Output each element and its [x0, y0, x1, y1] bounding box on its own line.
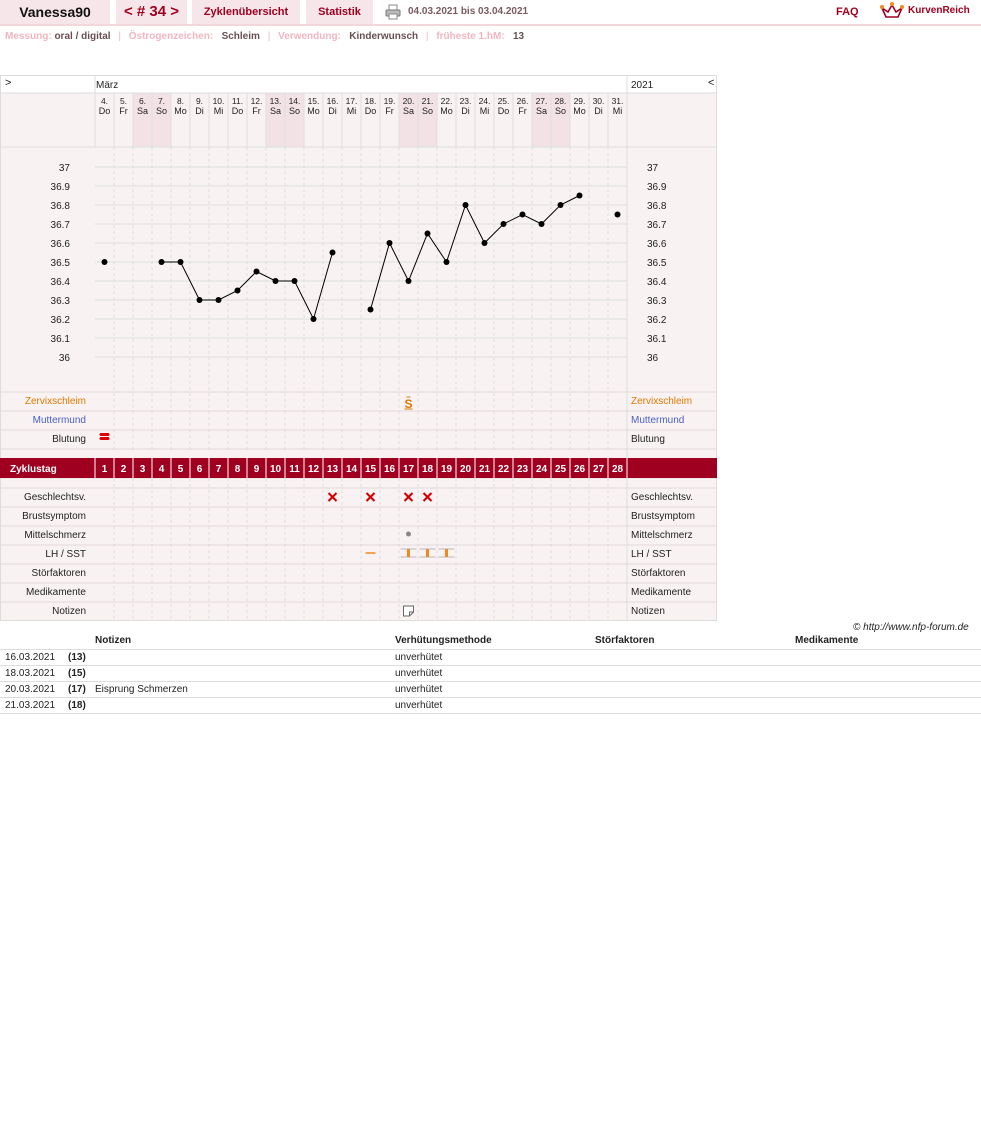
cycle-day-number: 14: [345, 464, 358, 475]
y-tick-right: 37: [647, 163, 659, 174]
day-date-label: 27.: [535, 96, 548, 106]
row-label-right-medication: Medikamente: [631, 587, 692, 598]
cycle-day-band: [0, 458, 717, 478]
measurement-value: oral / digital: [54, 31, 111, 42]
y-tick-left: 36.6: [50, 239, 70, 250]
table-row: [0, 698, 981, 714]
row-date: 18.03.2021: [5, 668, 56, 679]
cycle-day-number: 16: [383, 464, 396, 475]
cycle-day-label: Zyklustag: [10, 464, 57, 475]
y-tick-left: 36.3: [50, 296, 70, 307]
row-method: unverhütet: [395, 684, 443, 695]
logo-text: KurvenReich: [908, 5, 970, 16]
row-label-right-lh: LH / SST: [631, 549, 672, 560]
weekday-label: Sa: [136, 106, 149, 116]
cycle-day-number: 5: [177, 464, 184, 475]
row-day: (13): [68, 652, 86, 663]
temperature-point: [330, 250, 336, 256]
cycle-day-number: 22: [497, 464, 510, 475]
faq-link[interactable]: FAQ: [836, 6, 859, 18]
usage-value: Kinderwunsch: [349, 31, 419, 42]
row-day: (18): [68, 700, 86, 711]
day-date-label: 12.: [250, 96, 263, 106]
cycle-day-number: 13: [326, 464, 339, 475]
day-date-label: 19.: [383, 96, 396, 106]
day-date-label: 6.: [138, 96, 147, 106]
temperature-point: [159, 259, 165, 265]
y-tick-left: 36.2: [50, 315, 70, 326]
cycle-day-number: 8: [234, 464, 241, 475]
temperature-point: [520, 212, 526, 218]
day-date-label: 4.: [100, 96, 109, 106]
temperature-point: [558, 202, 564, 208]
row-label-right-breast: Brustsymptom: [631, 511, 695, 522]
usage-label: Verwendung:: [278, 31, 341, 42]
weekday-label: So: [421, 106, 434, 116]
row-label-right-midpain: Mittelschmerz: [631, 530, 693, 541]
weekday-label: Di: [328, 106, 337, 116]
y-tick-left: 36: [58, 353, 70, 364]
cycle-day-number: 23: [516, 464, 529, 475]
day-date-label: 22.: [440, 96, 453, 106]
cycle-day-number: 2: [120, 464, 127, 475]
weekday-label: So: [288, 106, 301, 116]
cycle-day-number: 11: [289, 464, 300, 475]
y-tick-right: 36.5: [647, 258, 667, 269]
y-tick-right: 36.7: [647, 220, 667, 231]
day-date-label: 13.: [269, 96, 282, 106]
weekday-label: Sa: [535, 106, 548, 116]
day-date-label: 5.: [119, 96, 128, 106]
y-tick-right: 36: [647, 353, 659, 364]
year-label: 2021: [631, 80, 654, 91]
cycle-overview-link[interactable]: Zyklenübersicht: [192, 0, 300, 24]
y-tick-right: 36.4: [647, 277, 667, 288]
row-label-right-disturbance: Störfaktoren: [631, 568, 686, 579]
y-tick-right: 36.1: [647, 334, 667, 345]
row-date: 21.03.2021: [5, 700, 56, 711]
temperature-point: [235, 288, 241, 294]
symptom-rows: [0, 392, 717, 451]
cycle-day-number: 27: [592, 464, 605, 475]
cycle-day-number: 26: [573, 464, 586, 475]
row-label-midpain: Mittelschmerz: [24, 530, 86, 541]
row-date: 20.03.2021: [5, 684, 56, 695]
day-date-label: 23.: [459, 96, 472, 106]
row-label-right-cervix: Muttermund: [631, 415, 685, 426]
row-method: unverhütet: [395, 668, 443, 679]
temperature-point: [311, 316, 317, 322]
weekday-label: Mo: [573, 106, 586, 116]
y-tick-left: 36.9: [50, 182, 70, 193]
temperature-point: [444, 259, 450, 265]
cycle-chart: [0, 75, 717, 621]
row-day: (15): [68, 668, 86, 679]
temperature-point: [577, 193, 583, 199]
y-tick-right: 36.8: [647, 201, 667, 212]
row-note: Eisprung Schmerzen: [95, 684, 188, 695]
cycle-day-number: 10: [269, 464, 282, 475]
row-label-bleeding: Blutung: [52, 434, 86, 445]
row-label-breast: Brustsymptom: [22, 511, 86, 522]
y-tick-left: 36.7: [50, 220, 70, 231]
top-bar: [0, 0, 981, 26]
table-row: [0, 682, 981, 698]
table-row: [0, 666, 981, 682]
row-label-lh: LH / SST: [45, 549, 86, 560]
day-date-label: 14.: [288, 96, 301, 106]
cycle-day-number: 25: [554, 464, 567, 475]
temperature-point: [615, 212, 621, 218]
lh-positive-mark: [407, 549, 410, 557]
weekday-label: Mi: [612, 106, 623, 116]
row-label-cervical: Zervixschleim: [24, 396, 86, 407]
temperature-point: [463, 202, 469, 208]
cycle-day-number: 12: [307, 464, 320, 475]
header-disturbance: Störfaktoren: [595, 635, 655, 646]
day-date-label: 18.: [364, 96, 377, 106]
temperature-point: [273, 278, 279, 284]
temperature-point: [254, 269, 260, 275]
weekday-label: Mi: [213, 106, 224, 116]
temperature-point: [102, 259, 108, 265]
weekday-label: Fr: [252, 106, 261, 116]
weekday-label: Mi: [346, 106, 357, 116]
weekday-label: Fr: [518, 106, 527, 116]
midpain-mark: [406, 532, 411, 537]
weekday-label: So: [554, 106, 567, 116]
printer-icon[interactable]: [385, 4, 401, 20]
chart-prev-button: >: [5, 77, 12, 89]
cycle-day-number: 1: [101, 464, 108, 475]
day-date-label: 8.: [176, 96, 185, 106]
weekday-label: Mo: [440, 106, 453, 116]
day-date-label: 24.: [478, 96, 491, 106]
day-date-label: 21.: [421, 96, 434, 106]
day-date-label: 9.: [195, 96, 204, 106]
month-label: März: [96, 80, 119, 91]
cervical-mark: S: [404, 397, 413, 411]
observation-rows: [0, 478, 717, 621]
row-day: (17): [68, 684, 86, 695]
chart-next-button: <: [708, 77, 715, 89]
cycle-day-number: 6: [196, 464, 203, 475]
day-date-label: 30.: [592, 96, 605, 106]
weekday-label: Mo: [174, 106, 187, 116]
day-date-label: 16.: [326, 96, 339, 106]
day-date-label: 28.: [554, 96, 567, 106]
y-tick-right: 36.2: [647, 315, 667, 326]
temperature-point: [216, 297, 222, 303]
y-tick-left: 36.4: [50, 277, 70, 288]
cycle-day-number: 20: [459, 464, 472, 475]
row-label-right-notes: Notizen: [631, 606, 665, 617]
day-date-label: 29.: [573, 96, 586, 106]
temperature-point: [539, 221, 545, 227]
temperature-point: [406, 278, 412, 284]
row-label-right-intercourse: Geschlechtsv.: [631, 492, 694, 503]
kurvenreich-logo[interactable]: [880, 2, 980, 20]
table-row: [0, 650, 981, 666]
row-label-cervix: Muttermund: [32, 415, 86, 426]
day-date-label: 7.: [157, 96, 166, 106]
weekday-label: Fr: [119, 106, 128, 116]
y-tick-left: 36.1: [50, 334, 70, 345]
lh-positive-mark: [426, 549, 429, 557]
row-label-intercourse: Geschlechtsv.: [23, 492, 86, 503]
earliest-value: 13: [513, 31, 525, 42]
weekday-label: Do: [364, 106, 377, 116]
weekday-label: Sa: [402, 106, 415, 116]
crown-icon: [880, 2, 904, 20]
row-label-right-cervical: Zervixschleim: [631, 396, 693, 407]
weekday-label: Do: [497, 106, 510, 116]
temperature-point: [501, 221, 507, 227]
estrogen-value: Schleim: [221, 31, 260, 42]
cycle-navigation[interactable]: < # 34 >: [116, 0, 187, 24]
header-notes: Notizen: [95, 635, 132, 646]
notes-table: [0, 634, 981, 714]
weekday-label: Di: [594, 106, 603, 116]
temperature-point: [292, 278, 298, 284]
temperature-point: [368, 307, 374, 313]
settings-summary: Messung: oral / digital | Östrogenzeichen: Schleim | Verwendung: Kinderwunsch | früheste 1.hM: 13: [5, 31, 525, 42]
cycle-day-number: 24: [535, 464, 548, 475]
measurement-label: Messung:: [5, 31, 52, 42]
cycle-day-number: 19: [440, 464, 453, 475]
weekday-label: So: [155, 106, 168, 116]
row-method: unverhütet: [395, 652, 443, 663]
cycle-day-number: 3: [139, 464, 146, 475]
day-date-label: 15.: [307, 96, 320, 106]
temperature-point: [482, 240, 488, 246]
earliest-label: früheste 1.hM:: [436, 31, 505, 42]
estrogen-label: Östrogenzeichen:: [128, 31, 214, 42]
row-label-medication: Medikamente: [25, 587, 86, 598]
temperature-point: [178, 259, 184, 265]
cycle-day-number: 28: [611, 464, 624, 475]
header-method: Verhütungsmethode: [395, 635, 492, 646]
row-label-disturbance: Störfaktoren: [31, 568, 86, 579]
row-date: 16.03.2021: [5, 652, 56, 663]
weekday-label: Sa: [269, 106, 282, 116]
day-date-label: 17.: [345, 96, 358, 106]
bleeding-mark: [100, 437, 110, 440]
cycle-day-number: 7: [215, 464, 222, 475]
weekday-label: Mi: [479, 106, 490, 116]
notes-header-row: [0, 634, 981, 650]
temperature-point: [197, 297, 203, 303]
temperature-point: [425, 231, 431, 237]
weekday-label: Di: [461, 106, 470, 116]
lh-positive-mark: [445, 549, 448, 557]
username[interactable]: Vanessa90: [0, 0, 110, 24]
cycle-day-number: 9: [253, 464, 260, 475]
row-label-notes: Notizen: [52, 606, 86, 617]
temperature-point: [387, 240, 393, 246]
y-tick-left: 36.8: [50, 201, 70, 212]
y-tick-left: 37: [58, 163, 70, 174]
copyright: © http://www.nfp-forum.de: [853, 622, 969, 633]
cycle-day-number: 21: [478, 464, 491, 475]
weekday-label: Fr: [385, 106, 394, 116]
cycle-day-number: 4: [158, 464, 165, 475]
weekday-label: Do: [98, 106, 111, 116]
statistics-link[interactable]: Statistik: [306, 0, 373, 24]
day-date-label: 31.: [611, 96, 624, 106]
day-date-label: 25.: [497, 96, 510, 106]
y-tick-right: 36.9: [647, 182, 667, 193]
weekday-label: Do: [231, 106, 244, 116]
weekday-label: Di: [195, 106, 204, 116]
cycle-day-number: 18: [421, 464, 434, 475]
header-medication: Medikamente: [795, 635, 859, 646]
row-method: unverhütet: [395, 700, 443, 711]
day-date-label: 20.: [402, 96, 415, 106]
y-tick-left: 36.5: [50, 258, 70, 269]
y-tick-right: 36.6: [647, 239, 667, 250]
day-date-label: 10.: [212, 96, 225, 106]
chart-svg: [0, 75, 717, 621]
cycle-day-number: 15: [364, 464, 377, 475]
cycle-day-number: 17: [402, 464, 415, 475]
row-label-right-bleeding: Blutung: [631, 434, 665, 445]
weekday-label: Mo: [307, 106, 320, 116]
y-tick-right: 36.3: [647, 296, 667, 307]
day-date-label: 11.: [231, 96, 244, 106]
date-range: 04.03.2021 bis 03.04.2021: [408, 6, 529, 17]
day-date-label: 26.: [516, 96, 529, 106]
bleeding-mark: [100, 433, 110, 436]
